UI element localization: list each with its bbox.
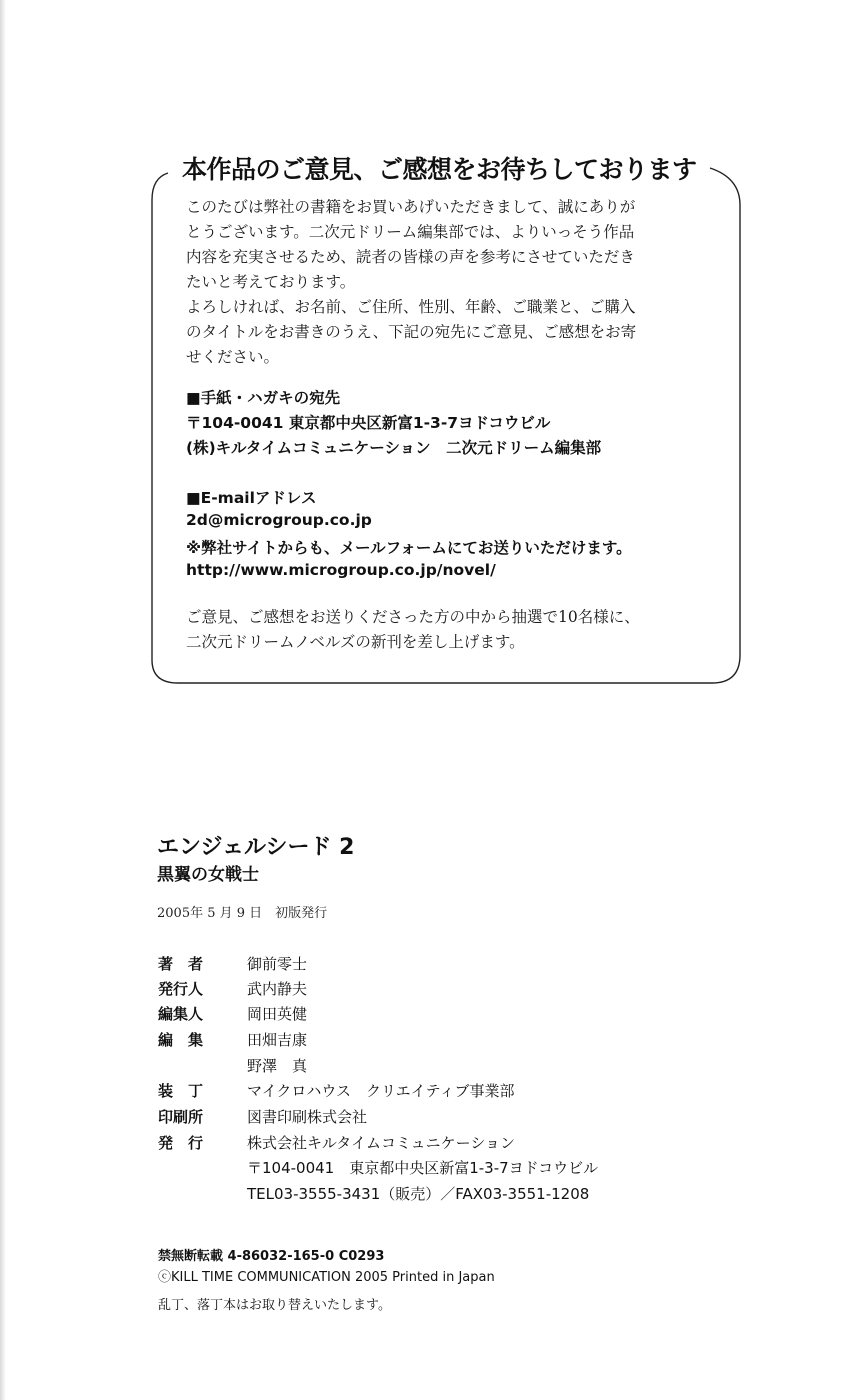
credit-value: TEL03-3555-3431（販売）／FAX03-3551-1208 xyxy=(247,1185,590,1203)
credit-label: 編 集 xyxy=(158,1031,204,1049)
replacement-notice: 乱丁、落丁本はお取り替えいたします。 xyxy=(158,1298,391,1313)
credit-value: 岡田英健 xyxy=(247,1005,308,1023)
credit-value: マイクロハウス クリエイティブ事業部 xyxy=(247,1082,515,1100)
mail-company: (株)キルタイムコミュニケーション 二次元ドリーム編集部 xyxy=(186,439,602,457)
website-url: http://www.microgroup.co.jp/novel/ xyxy=(186,561,496,579)
credit-value: 野澤 真 xyxy=(247,1057,308,1075)
credit-label: 著 者 xyxy=(158,955,204,973)
email-heading: ■E-mailアドレス xyxy=(186,489,317,507)
paragraph-line: たいと考えております。 xyxy=(186,273,356,291)
isbn-line: 禁無断転載 4-86032-165-0 C0293 xyxy=(158,1249,385,1264)
mail-heading: ■手紙・ハガキの宛先 xyxy=(186,389,341,407)
book-subtitle: 黒翼の女戦士 xyxy=(157,865,259,885)
credit-value: 武内静夫 xyxy=(247,980,308,998)
credit-label: 発 行 xyxy=(158,1134,204,1152)
paragraph-line: よろしければ、お名前、ご住所、性別、年齢、ご職業と、ご購入 xyxy=(186,298,636,316)
credit-value: 図書印刷株式会社 xyxy=(247,1108,368,1126)
credit-label: 印刷所 xyxy=(158,1108,204,1126)
edition-date: 2005年 5 月 9 日 初版発行 xyxy=(157,906,328,921)
book-title: エンジェルシード 2 xyxy=(157,835,355,860)
email-note: ※弊社サイトからも、メールフォームにてお送りいただけます。 xyxy=(186,539,632,557)
paragraph-line: 内容を充実させるため、読者の皆様の声を参考にさせていただき xyxy=(186,248,635,266)
email-address: 2d@microgroup.co.jp xyxy=(186,511,372,529)
feedback-heading: 本作品のご意見、ご感想をお待ちしております xyxy=(182,155,697,184)
credit-value: 田畑吉康 xyxy=(247,1031,308,1049)
paragraph-line: のタイトルをお書きのうえ、下記の宛先にご意見、ご感想をお寄 xyxy=(186,323,637,341)
paragraph-line: とうございます。二次元ドリーム編集部では、よりいっそう作品 xyxy=(186,223,635,241)
credit-value: 〒104-0041 東京都中央区新富1-3-7ヨドコウビル xyxy=(247,1159,599,1177)
lottery-line: ご意見、ご感想をお送りくださった方の中から抽選で10名様に、 xyxy=(186,608,640,626)
copyright-line: ⓒKILL TIME COMMUNICATION 2005 Printed in Japan xyxy=(158,1270,495,1285)
credit-label: 装 丁 xyxy=(158,1082,204,1100)
lottery-line: 二次元ドリームノベルズの新刊を差し上げます。 xyxy=(186,633,525,651)
credit-value: 株式会社キルタイムコミュニケーション xyxy=(247,1134,516,1152)
credit-label: 編集人 xyxy=(158,1005,204,1023)
paragraph-line: せください。 xyxy=(186,348,280,366)
mail-address: 〒104-0041 東京都中央区新富1-3-7ヨドコウビル xyxy=(186,414,551,432)
credit-label: 発行人 xyxy=(158,980,204,998)
paragraph-line: このたびは弊社の書籍をお買いあげいただきまして、誠にありが xyxy=(186,198,636,216)
credit-value: 御前零士 xyxy=(247,955,308,973)
